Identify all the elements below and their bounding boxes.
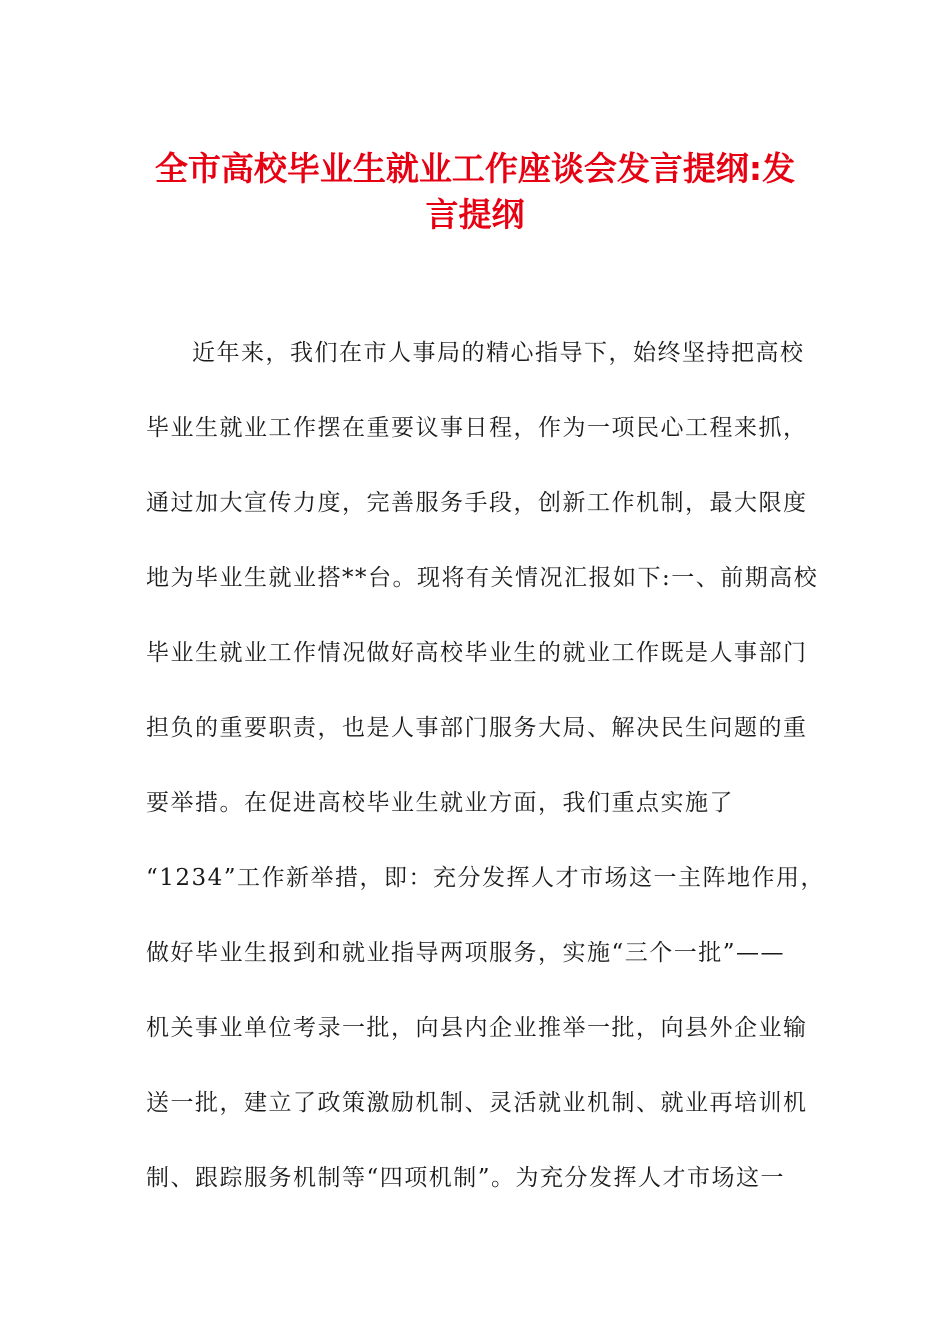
paragraph-line: 毕业生就业工作摆在重要议事日程，作为一项民心工程来抓， — [146, 415, 808, 441]
paragraph-line: 担负的重要职责，也是人事部门服务大局、解决民生问题的重 — [146, 715, 808, 741]
body-paragraph — [146, 330, 826, 1230]
paragraph-line: 毕业生就业工作情况做好高校毕业生的就业工作既是人事部门 — [146, 640, 808, 666]
title-line-2: 言提纲 — [425, 195, 525, 234]
paragraph-line: 做好毕业生报到和就业指导两项服务，实施“三个一批”—— — [146, 940, 786, 966]
paragraph-line: 通过加大宣传力度，完善服务手段，创新工作机制，最大限度 — [146, 490, 808, 516]
paragraph-line: 送一批，建立了政策激励机制、灵活就业机制、就业再培训机 — [146, 1090, 808, 1116]
paragraph-line: 机关事业单位考录一批，向县内企业推举一批，向县外企业输 — [146, 1015, 808, 1041]
paragraph-line: 地为毕业生就业搭**台。现将有关情况汇报如下:一、前期高校 — [146, 565, 819, 591]
paragraph-line: 近年来，我们在市人事局的精心指导下，始终坚持把高校 — [192, 340, 805, 366]
document-title — [130, 146, 820, 238]
title-line-1: 全市高校毕业生就业工作座谈会发言提纲:发 — [154, 149, 796, 188]
paragraph-line: 制、跟踪服务机制等“四项机制”。为充分发挥人才市场这一 — [146, 1165, 786, 1191]
paragraph-line: 要举措。在促进高校毕业生就业方面，我们重点实施了 — [146, 790, 734, 816]
paragraph-line: “1234”工作新举措，即：充分发挥人才市场这一主阵地作用， — [146, 865, 826, 891]
